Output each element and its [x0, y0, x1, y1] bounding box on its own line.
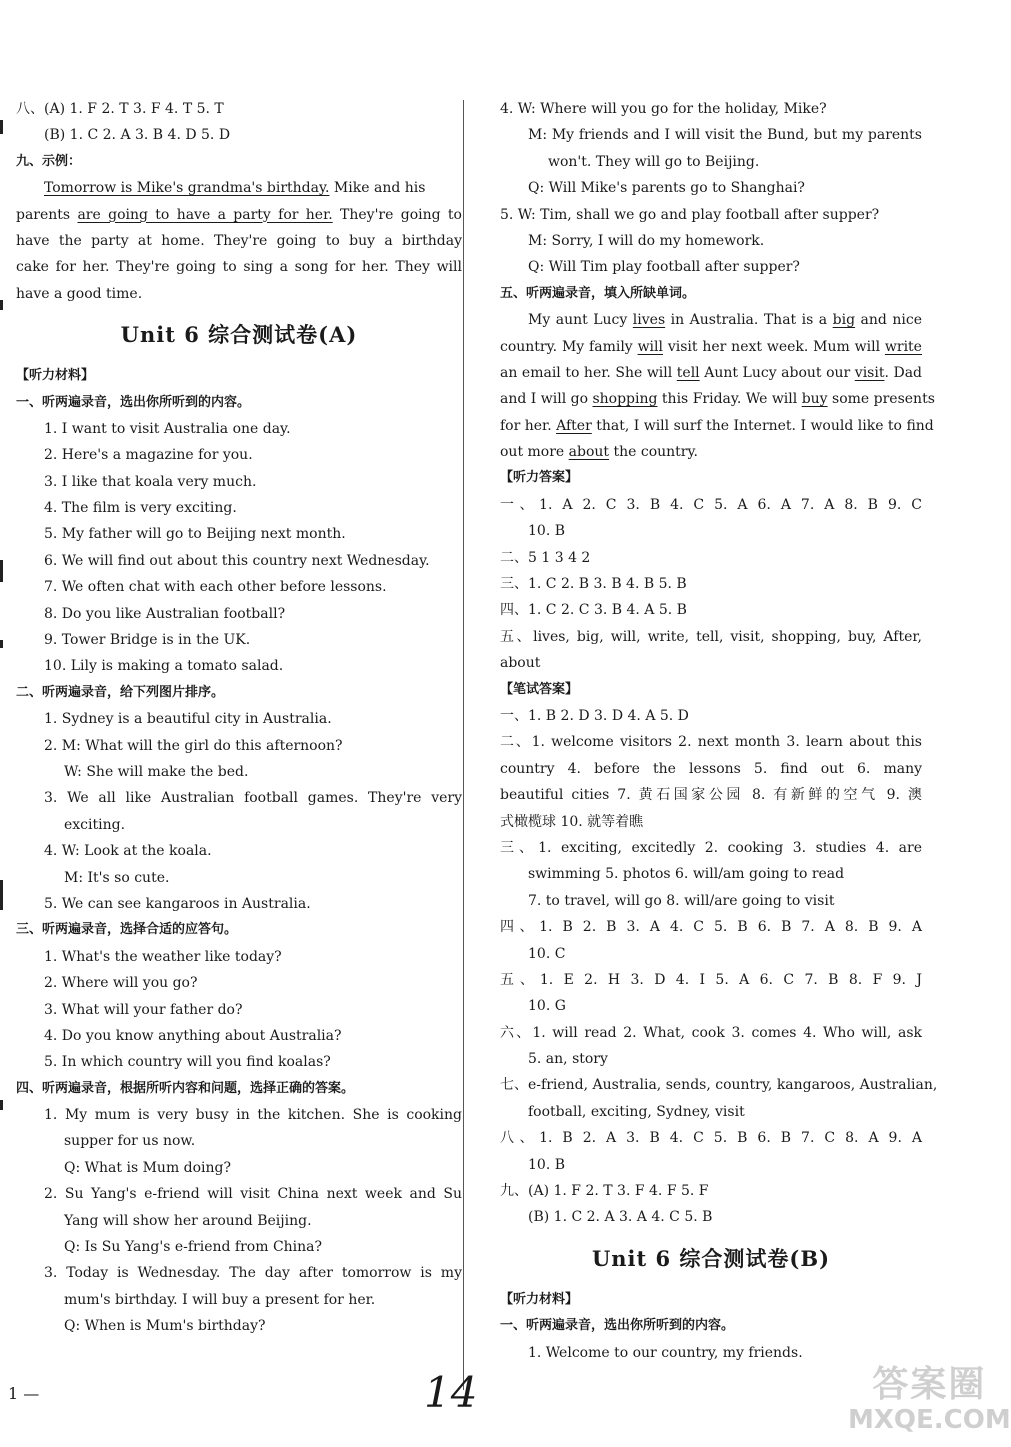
list-item: 3. I like that koala very much. [44, 473, 257, 490]
answer-line: 10. G [528, 998, 566, 1015]
answer-line: about [500, 655, 541, 672]
cloze-line: My aunt Lucy lives in Australia. That is a big and nice [528, 312, 922, 329]
list-item: 2. Su Yang's e-friend will visit China next week and Su [44, 1186, 462, 1203]
cloze-line: out more about the country. [500, 444, 698, 461]
corner-mark: 1 — [8, 1384, 40, 1403]
answer-line: 三、1. C 2. B 3. B 4. B 5. B [500, 576, 687, 593]
essay-line: Tomorrow is Mike's grandma's birthday. Mike and his [44, 180, 426, 197]
list-item: won't. They will go to Beijing. [548, 153, 760, 170]
answer-line: beautiful cities 7. 黄石国家公园 8. 有新鲜的空气 9. 澳 [500, 787, 922, 804]
answer-line: 一、1. A 2. C 3. B 4. C 5. A 6. A 7. A 8. B 9. C [500, 496, 922, 513]
list-item: 1. I want to visit Australia one day. [44, 420, 291, 437]
list-item: 5. W: Tim, shall we go and play football after supper? [500, 206, 880, 223]
list-item: Q: Will Tim play football after supper? [528, 259, 800, 276]
list-item: 2. M: What will the girl do this afternoon? [44, 737, 343, 754]
answer-line: 四、1. C 2. C 3. B 4. A 5. B [500, 602, 687, 619]
cloze-line: for her. After that, I will surf the Internet. I would like to find [500, 417, 934, 434]
list-item: 7. We often chat with each other before lessons. [44, 579, 387, 596]
column-divider [463, 100, 464, 1390]
essay-line: have a good time. [16, 285, 143, 302]
section-heading: 二、听两遍录音，给下列图片排序。 [16, 684, 225, 700]
section-heading: 【听力材料】 [16, 368, 95, 384]
list-item: Q: Will Mike's parents go to Shanghai? [528, 180, 805, 197]
list-item: M: It's so cute. [64, 869, 170, 886]
section-heading: 九、示例： [16, 153, 82, 169]
list-item: Q: When is Mum's birthday? [64, 1318, 266, 1335]
section-heading: 五、听两遍录音，填入所缺单词。 [500, 285, 696, 301]
answer-line: 八、(A) 1. F 2. T 3. F 4. T 5. T [16, 101, 224, 117]
list-item: 4. W: Look at the koala. [44, 843, 212, 860]
watermark-url: MXQE.COM [848, 1405, 1011, 1435]
answer-line: 5. an, story [528, 1051, 608, 1068]
answer-line: swimming 5. photos 6. will/am going to read [528, 866, 845, 883]
section-heading: 四、听两遍录音，根据所听内容和问题，选择正确的答案。 [16, 1080, 355, 1096]
answer-line: 五、1. E 2. H 3. D 4. I 5. A 6. C 7. B 8. F 9. J [500, 971, 922, 988]
left-column [16, 96, 462, 1340]
list-item: 5. We can see kangaroos in Australia. [44, 895, 311, 912]
answer-line: (B) 1. C 2. A 3. A 4. C 5. B [528, 1209, 713, 1226]
answer-line: 六、1. will read 2. What, cook 3. comes 4. Who will, ask [500, 1024, 922, 1041]
answer-line: (B) 1. C 2. A 3. B 4. D 5. D [44, 127, 231, 144]
list-item: 6. We will find out about this country next Wednesday. [44, 552, 430, 569]
list-item: 4. W: Where will you go for the holiday, Mike? [500, 101, 827, 117]
section-heading: 一、听两遍录音，选出你所听到的内容。 [500, 1318, 735, 1334]
list-item: Yang will show her around Beijing. [64, 1212, 312, 1229]
list-item: exciting. [64, 816, 126, 833]
list-item: 2. Where will you go? [44, 975, 198, 992]
answer-line: 10. B [528, 523, 566, 540]
watermark-logo [848, 1365, 1011, 1435]
list-item: Q: Is Su Yang's e-friend from China? [64, 1239, 323, 1256]
right-column [500, 96, 938, 1366]
essay-line: parents are going to have a party for her. They're going to [16, 206, 462, 223]
list-item: M: Sorry, I will do my homework. [528, 232, 765, 249]
list-item: 1. Sydney is a beautiful city in Australia. [44, 711, 332, 728]
list-item: 4. Do you know anything about Australia? [44, 1027, 342, 1044]
essay-line: have the party at home. They're going to buy a birthday [16, 232, 462, 249]
list-item: 10. Lily is making a tomato salad. [44, 658, 284, 675]
list-item: 4. The film is very exciting. [44, 500, 237, 517]
essay-line: cake for her. They're going to sing a song for her. They will [16, 259, 462, 276]
answer-line: 10. C [528, 945, 566, 962]
answer-line: 七、e-friend, Australia, sends, country, kangaroos, Australian, [500, 1077, 938, 1094]
list-item: 3. Today is Wednesday. The day after tomorrow is my [44, 1265, 462, 1282]
list-item: 1. My mum is very busy in the kitchen. She is cooking [44, 1107, 462, 1124]
list-item: mum's birthday. I will buy a present for her. [64, 1291, 376, 1308]
section-heading: 【听力材料】 [500, 1291, 579, 1307]
list-item: supper for us now. [64, 1133, 196, 1150]
answer-line: 五、lives, big, will, write, tell, visit, shopping, buy, After, [500, 628, 922, 645]
page-number: 14 [424, 1368, 478, 1417]
answer-line: 九、(A) 1. F 2. T 3. F 4. F 5. F [500, 1183, 709, 1200]
list-item: 5. In which country will you find koalas? [44, 1054, 331, 1071]
unit-title: Unit 6 综合测试卷(A) [120, 322, 358, 348]
answer-line: 一、1. B 2. D 3. D 4. A 5. D [500, 707, 689, 724]
answer-line: 二、5 1 3 4 2 [500, 549, 591, 566]
unit-title: Unit 6 综合测试卷(B) [591, 1245, 831, 1271]
answer-line: 二、1. welcome visitors 2. next month 3. learn about this [500, 734, 922, 751]
list-item: 8. Do you like Australian football? [44, 605, 286, 622]
answer-line: 八、1. B 2. A 3. B 4. C 5. B 6. B 7. C 8. A 9. A [500, 1130, 922, 1147]
answer-line: 四、1. B 2. B 3. A 4. C 5. B 6. B 7. A 8. B 9. A [500, 919, 922, 936]
section-heading: 【笔试答案】 [500, 681, 579, 697]
scan-margin-marks [0, 0, 4, 1447]
answer-line: 式橄榄球 10. 就等着瞧 [500, 813, 644, 830]
answer-line: 三、1. exciting, excitedly 2. cooking 3. studies 4. are [500, 839, 922, 856]
cloze-line: and I will go shopping this Friday. We will buy some presents [500, 391, 935, 408]
answer-line: 10. B [528, 1156, 566, 1173]
list-item: 9. Tower Bridge is in the UK. [44, 632, 251, 649]
answer-line: football, exciting, Sydney, visit [528, 1103, 745, 1120]
cloze-line: an email to her. She will tell Aunt Lucy about our visit. Dad [500, 364, 923, 381]
list-item: 3. What will your father do? [44, 1001, 243, 1018]
list-item: W: She will make the bed. [64, 763, 249, 780]
section-heading: 一、听两遍录音，选出你所听到的内容。 [16, 394, 251, 410]
list-item: 1. Welcome to our country, my friends. [528, 1344, 803, 1361]
answer-line: 7. to travel, will go 8. will/are going to visit [528, 892, 835, 909]
watermark-text: 答案圈 [872, 1364, 987, 1405]
answer-line: country 4. before the lessons 5. find out 6. many [500, 760, 922, 777]
list-item: Q: What is Mum doing? [64, 1159, 232, 1176]
section-heading: 【听力答案】 [500, 470, 579, 486]
list-item: M: My friends and I will visit the Bund, but my parents [528, 127, 922, 144]
section-heading: 三、听两遍录音，选择合适的应答句。 [16, 922, 238, 938]
cloze-line: country. My family will visit her next week. Mum will write [500, 338, 922, 355]
list-item: 3. We all like Australian football games. They're very [44, 790, 462, 807]
list-item: 2. Here's a magazine for you. [44, 447, 253, 464]
list-item: 5. My father will go to Beijing next month. [44, 526, 346, 543]
list-item: 1. What's the weather like today? [44, 948, 282, 965]
